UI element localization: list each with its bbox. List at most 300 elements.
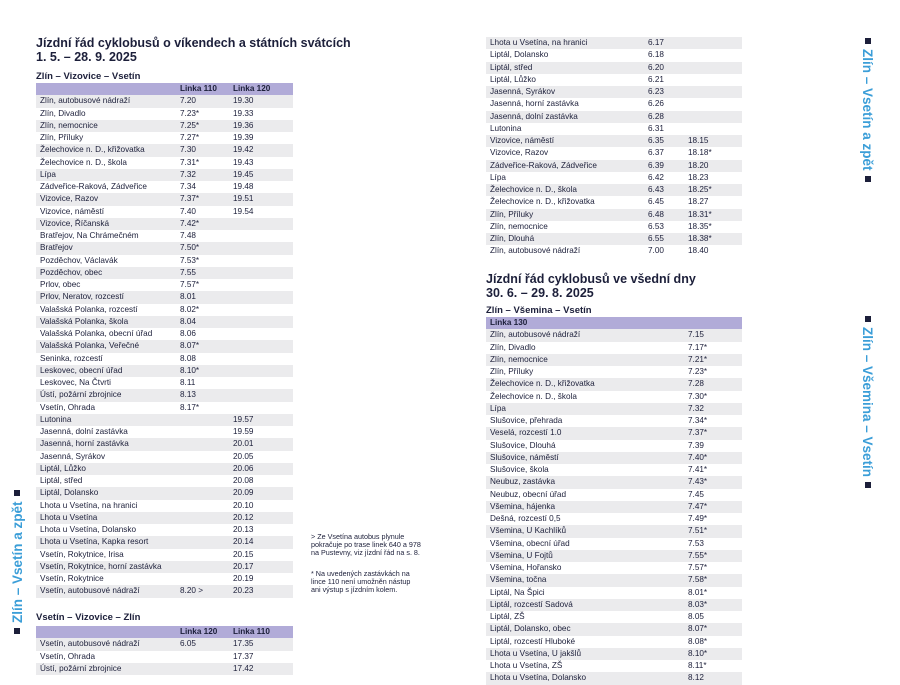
stop-name: Liptál, Lůžko xyxy=(486,74,644,86)
stop-name: Zlín, nemocnice xyxy=(36,120,176,132)
table-row xyxy=(486,562,742,574)
table-row xyxy=(36,426,293,438)
weekday-title xyxy=(486,272,696,300)
table-row xyxy=(486,636,742,648)
table-row xyxy=(486,342,742,354)
table-row xyxy=(36,132,293,144)
departure-time: 6.55 xyxy=(644,233,684,245)
table-row xyxy=(36,573,293,585)
departure-time: 19.36 xyxy=(229,120,293,132)
table-row xyxy=(486,648,742,660)
departure-time: 18.23 xyxy=(684,172,742,184)
square-marker-icon xyxy=(865,316,871,322)
header-stop xyxy=(36,626,176,638)
route-heading-zlin-vsemina: Zlín – Všemina – Vsetín xyxy=(486,305,592,316)
stop-name: Slušovice, přehrada xyxy=(486,415,684,427)
stop-name: Zlín, autobusové nádraží xyxy=(486,245,644,257)
departure-time: 18.40 xyxy=(684,245,742,257)
table-row xyxy=(36,651,293,663)
stop-name: Liptál, Dolansko, obec xyxy=(486,623,684,635)
table-row xyxy=(486,62,742,74)
stop-name: Všemina, U Kachlíků xyxy=(486,525,684,537)
table-row xyxy=(36,549,293,561)
table-row xyxy=(36,451,293,463)
departure-time: 7.21* xyxy=(684,354,742,366)
table-row xyxy=(486,378,742,390)
stop-name: Prlov, obec xyxy=(36,279,176,291)
departure-time: 19.30 xyxy=(229,95,293,107)
stop-name: Lhota u Vsetína, Dolansko xyxy=(486,672,684,684)
stop-name: Pozděchov, Václavák xyxy=(36,255,176,267)
departure-time: 7.58* xyxy=(684,574,742,586)
table-row xyxy=(486,599,742,611)
departure-time xyxy=(229,402,293,414)
timetable-zlin-vsemina xyxy=(486,317,742,685)
stop-name: Slušovice, náměstí xyxy=(486,452,684,464)
table-row xyxy=(36,328,293,340)
route-heading-zlin-vsetin: Zlín – Vizovice – Vsetín xyxy=(36,71,141,82)
table-row xyxy=(36,475,293,487)
stop-name: Lhota u Vsetína, ZŠ xyxy=(486,660,684,672)
departure-time: 18.20 xyxy=(684,160,742,172)
note-bike-restriction: * Na uvedených zastávkách na lince 110 není umožněn nástup ani výstup s jízdním kolem. xyxy=(311,569,411,595)
stop-name: Leskovec, obecní úřad xyxy=(36,365,176,377)
departure-time xyxy=(229,304,293,316)
table-row xyxy=(486,37,742,49)
departure-time: 8.07* xyxy=(684,623,742,635)
stop-name: Lhota u Vsetína xyxy=(36,512,176,524)
table-header xyxy=(486,317,742,329)
departure-time: 19.48 xyxy=(229,181,293,193)
stop-name: Lhota u Vsetína, Dolansko xyxy=(36,524,176,536)
table-row xyxy=(486,245,742,257)
stop-name: Zlín, Příluky xyxy=(486,209,644,221)
table-row xyxy=(486,574,742,586)
table-row xyxy=(486,391,742,403)
departure-time xyxy=(176,438,229,450)
departure-time: 6.31 xyxy=(644,123,684,135)
stop-name: Bratřejov xyxy=(36,242,176,254)
departure-time: 20.15 xyxy=(229,549,293,561)
departure-time: 8.17* xyxy=(176,402,229,414)
departure-time: 7.53* xyxy=(176,255,229,267)
table-row xyxy=(36,638,293,650)
table-row xyxy=(36,144,293,156)
stop-name: Lhota u Vsetína, na hranici xyxy=(486,37,644,49)
departure-time xyxy=(684,49,742,61)
table-row xyxy=(36,169,293,181)
departure-time xyxy=(176,426,229,438)
table-row xyxy=(36,377,293,389)
departure-time: 20.19 xyxy=(229,573,293,585)
departure-time: 20.06 xyxy=(229,463,293,475)
departure-time xyxy=(176,463,229,475)
table-row xyxy=(486,501,742,513)
square-marker-icon xyxy=(865,482,871,488)
table-row xyxy=(486,415,742,427)
table-row xyxy=(36,340,293,352)
stop-name: Liptál, střed xyxy=(486,62,644,74)
table-row xyxy=(486,196,742,208)
departure-time xyxy=(684,123,742,135)
departure-time: 6.26 xyxy=(644,98,684,110)
table-row xyxy=(36,108,293,120)
weekday-title-line1: Jízdní řád cyklobusů ve všední dny xyxy=(486,272,696,286)
table-row xyxy=(36,193,293,205)
stop-name: Valašská Polanka, rozcestí xyxy=(36,304,176,316)
departure-time: 20.17 xyxy=(229,561,293,573)
stop-name: Všemina, Hořansko xyxy=(486,562,684,574)
table-row xyxy=(486,160,742,172)
departure-time: 8.11* xyxy=(684,660,742,672)
departure-time: 7.42* xyxy=(176,218,229,230)
table-header xyxy=(36,626,293,638)
departure-time: 20.01 xyxy=(229,438,293,450)
departure-time: 7.31* xyxy=(176,157,229,169)
departure-time: 8.05 xyxy=(684,611,742,623)
stop-name: Lípa xyxy=(36,169,176,181)
table-row xyxy=(36,414,293,426)
stop-name: Valašská Polanka, obecní úřad xyxy=(36,328,176,340)
header-line-110: Linka 110 xyxy=(176,83,229,95)
stop-name: Vizovice, náměstí xyxy=(36,206,176,218)
departure-time: 8.08 xyxy=(176,353,229,365)
departure-time: 8.02* xyxy=(176,304,229,316)
stop-name: Všemina, obecní úřad xyxy=(486,538,684,550)
departure-time: 8.11 xyxy=(176,377,229,389)
stop-name: Vsetín, Rokytnice, Irisa xyxy=(36,549,176,561)
table-row xyxy=(486,172,742,184)
stop-name: Zlín, Příluky xyxy=(486,366,684,378)
departure-time xyxy=(176,451,229,463)
stop-name: Liptál, Na Špici xyxy=(486,587,684,599)
departure-time: 7.37* xyxy=(684,427,742,439)
departure-time: 20.14 xyxy=(229,536,293,548)
timetable-zlin-vsetin xyxy=(36,83,293,598)
departure-time xyxy=(176,500,229,512)
table-row xyxy=(36,500,293,512)
table-row xyxy=(486,366,742,378)
departure-time: 7.55 xyxy=(176,267,229,279)
stop-name: Valašská Polanka, Veřečné xyxy=(36,340,176,352)
departure-time xyxy=(176,663,229,675)
departure-time: 7.25* xyxy=(176,120,229,132)
table-row xyxy=(486,354,742,366)
departure-time: 7.00 xyxy=(644,245,684,257)
stop-name: Lhota u Vsetína, na hranici xyxy=(36,500,176,512)
stop-name: Liptál, ZŠ xyxy=(486,611,684,623)
departure-time xyxy=(229,242,293,254)
departure-time: 20.10 xyxy=(229,500,293,512)
table-row xyxy=(36,95,293,107)
table-row xyxy=(36,242,293,254)
departure-time: 6.21 xyxy=(644,74,684,86)
departure-time: 7.37* xyxy=(176,193,229,205)
departure-time: 6.37 xyxy=(644,147,684,159)
departure-time: 7.50* xyxy=(176,242,229,254)
table-row xyxy=(36,389,293,401)
stop-name: Zádveřice-Raková, Zádveřice xyxy=(36,181,176,193)
stop-name: Prlov, Neratov, rozcestí xyxy=(36,291,176,303)
header-stop xyxy=(36,83,176,95)
departure-time: 8.08* xyxy=(684,636,742,648)
table-row xyxy=(36,438,293,450)
side-label-right-top xyxy=(860,38,875,208)
departure-time: 7.32 xyxy=(684,403,742,415)
table-row xyxy=(36,536,293,548)
table-row xyxy=(486,147,742,159)
departure-time xyxy=(229,230,293,242)
stop-name: Zlín, Příluky xyxy=(36,132,176,144)
table-row xyxy=(486,440,742,452)
departure-time: 7.32 xyxy=(176,169,229,181)
departure-time: 7.17* xyxy=(684,342,742,354)
departure-time xyxy=(684,37,742,49)
stop-name: Zlín, nemocnice xyxy=(486,221,644,233)
departure-time: 20.08 xyxy=(229,475,293,487)
departure-time xyxy=(176,487,229,499)
table-row xyxy=(36,463,293,475)
stop-name: Želechovice n. D., škola xyxy=(36,157,176,169)
departure-time xyxy=(229,353,293,365)
departure-time: 8.01 xyxy=(176,291,229,303)
stop-name: Ústí, požární zbrojnice xyxy=(36,389,176,401)
departure-time xyxy=(684,111,742,123)
departure-time xyxy=(229,340,293,352)
departure-time: 6.53 xyxy=(644,221,684,233)
departure-time: 7.57* xyxy=(684,562,742,574)
departure-time: 18.18* xyxy=(684,147,742,159)
note-continuation: > Ze Vsetína autobus plynule pokračuje po trase linek 640 a 978 na Pustevny, viz jízdní řád na s. 8. xyxy=(311,532,421,558)
timetable-vsetin-zlin-continued xyxy=(486,37,742,258)
table-row xyxy=(36,353,293,365)
weekend-title-line1: Jízdní řád cyklobusů o víkendech a státních svátcích xyxy=(36,36,351,50)
departure-time: 8.12 xyxy=(684,672,742,684)
departure-time xyxy=(176,536,229,548)
table-row xyxy=(486,489,742,501)
stop-name: Neubuz, zastávka xyxy=(486,476,684,488)
departure-time xyxy=(176,524,229,536)
stop-name: Lhota u Vsetína, U jakšlů xyxy=(486,648,684,660)
weekend-title-line2: 1. 5. – 28. 9. 2025 xyxy=(36,50,137,64)
stop-name: Valašská Polanka, škola xyxy=(36,316,176,328)
stop-name: Všemina, U Fojtů xyxy=(486,550,684,562)
departure-time: 17.37 xyxy=(229,651,293,663)
stop-name: Jasenná, horní zastávka xyxy=(36,438,176,450)
square-marker-icon xyxy=(15,628,21,634)
departure-time: 6.48 xyxy=(644,209,684,221)
stop-name: Liptál, Lůžko xyxy=(36,463,176,475)
departure-time xyxy=(684,74,742,86)
table-header xyxy=(36,83,293,95)
stop-name: Veselá, rozcestí 1.0 xyxy=(486,427,684,439)
departure-time: 8.04 xyxy=(176,316,229,328)
departure-time: 7.15 xyxy=(684,329,742,341)
stop-name: Liptál, rozcestí Sadová xyxy=(486,599,684,611)
departure-time: 7.39 xyxy=(684,440,742,452)
stop-name: Dešná, rozcestí 0,5 xyxy=(486,513,684,525)
departure-time: 7.53 xyxy=(684,538,742,550)
departure-time: 19.54 xyxy=(229,206,293,218)
table-row xyxy=(36,663,293,675)
departure-time: 17.42 xyxy=(229,663,293,675)
departure-time: 20.09 xyxy=(229,487,293,499)
table-row xyxy=(486,123,742,135)
departure-time: 6.35 xyxy=(644,135,684,147)
header-line-120: Linka 120 xyxy=(229,83,293,95)
departure-time: 18.15 xyxy=(684,135,742,147)
stop-name: Zádveřice-Raková, Zádveřice xyxy=(486,160,644,172)
table-row xyxy=(486,86,742,98)
header-line-120: Linka 120 xyxy=(176,626,229,638)
side-label-text: Zlín – Vsetín a zpět xyxy=(860,49,875,171)
square-marker-icon xyxy=(865,38,871,44)
departure-time xyxy=(684,62,742,74)
stop-name: Vizovice, Říčanská xyxy=(36,218,176,230)
stop-name: Jasenná, dolní zastávka xyxy=(486,111,644,123)
departure-time xyxy=(229,279,293,291)
table-row xyxy=(486,660,742,672)
departure-time: 6.45 xyxy=(644,196,684,208)
stop-name: Liptál, Dolansko xyxy=(36,487,176,499)
table-row xyxy=(486,427,742,439)
departure-time: 7.30 xyxy=(176,144,229,156)
stop-name: Vizovice, náměstí xyxy=(486,135,644,147)
stop-name: Všemina, točna xyxy=(486,574,684,586)
departure-time: 18.27 xyxy=(684,196,742,208)
table-row xyxy=(36,267,293,279)
departure-time xyxy=(229,267,293,279)
stop-name: Zlín, Divadlo xyxy=(486,342,684,354)
route-heading-vsetin-zlin: Vsetín – Vizovice – Zlín xyxy=(36,612,141,623)
departure-time: 7.55* xyxy=(684,550,742,562)
departure-time: 6.20 xyxy=(644,62,684,74)
table-row xyxy=(486,111,742,123)
stop-name: Leskovec, Na Čtvrti xyxy=(36,377,176,389)
stop-name: Želechovice n. D., křižovatka xyxy=(486,196,644,208)
departure-time: 20.12 xyxy=(229,512,293,524)
table-row xyxy=(486,672,742,684)
stop-name: Lhota u Vsetína, Kapka resort xyxy=(36,536,176,548)
table-row xyxy=(486,452,742,464)
departure-time xyxy=(229,389,293,401)
departure-time: 7.20 xyxy=(176,95,229,107)
table-row xyxy=(486,476,742,488)
stop-name: Seninka, rozcestí xyxy=(36,353,176,365)
departure-time: 7.57* xyxy=(176,279,229,291)
stop-name: Zlín, Divadlo xyxy=(36,108,176,120)
departure-time: 19.33 xyxy=(229,108,293,120)
departure-time: 20.13 xyxy=(229,524,293,536)
departure-time: 7.23* xyxy=(684,366,742,378)
side-label-text: Zlín – Vsetín a zpět xyxy=(10,501,25,623)
table-row xyxy=(486,587,742,599)
departure-time: 8.10* xyxy=(684,648,742,660)
square-marker-icon xyxy=(15,490,21,496)
stop-name: Jasenná, Syrákov xyxy=(486,86,644,98)
departure-time: 7.47* xyxy=(684,501,742,513)
departure-time xyxy=(176,561,229,573)
table-row xyxy=(486,538,742,550)
departure-time xyxy=(229,377,293,389)
departure-time xyxy=(684,86,742,98)
table-row xyxy=(36,585,293,597)
stop-name: Zlín, autobusové nádraží xyxy=(36,95,176,107)
departure-time: 7.45 xyxy=(684,489,742,501)
table-row xyxy=(36,524,293,536)
departure-time: 19.59 xyxy=(229,426,293,438)
stop-name: Neubuz, obecní úřad xyxy=(486,489,684,501)
stop-name: Ústí, požární zbrojnice xyxy=(36,663,176,675)
side-label-left xyxy=(10,448,25,634)
departure-time: 7.30* xyxy=(684,391,742,403)
table-row xyxy=(36,120,293,132)
weekday-title-line2: 30. 6. – 29. 8. 2025 xyxy=(486,286,594,300)
departure-time: 8.07* xyxy=(176,340,229,352)
side-label-right-bottom xyxy=(860,316,875,514)
stop-name: Zlín, autobusové nádraží xyxy=(486,329,684,341)
stop-name: Jasenná, horní zastávka xyxy=(486,98,644,110)
table-row xyxy=(486,329,742,341)
departure-time: 19.51 xyxy=(229,193,293,205)
table-row xyxy=(36,157,293,169)
stop-name: Liptál, rozcestí Hluboké xyxy=(486,636,684,648)
departure-time: 18.25* xyxy=(684,184,742,196)
departure-time xyxy=(229,316,293,328)
stop-name: Liptál, Dolansko xyxy=(486,49,644,61)
stop-name: Lípa xyxy=(486,403,684,415)
departure-time: 8.10* xyxy=(176,365,229,377)
departure-time: 18.31* xyxy=(684,209,742,221)
stop-name: Vsetín, Rokytnice, horní zastávka xyxy=(36,561,176,573)
departure-time: 8.13 xyxy=(176,389,229,401)
departure-time: 6.23 xyxy=(644,86,684,98)
stop-name: Želechovice n. D., křižovatka xyxy=(486,378,684,390)
side-label-text: Zlín – Všemina – Vsetín xyxy=(860,327,875,478)
departure-time xyxy=(229,255,293,267)
table-row xyxy=(36,218,293,230)
stop-name: Bratřejov, Na Chrámečném xyxy=(36,230,176,242)
stop-name: Želechovice n. D., škola xyxy=(486,391,684,403)
stop-name: Zlín, Dlouhá xyxy=(486,233,644,245)
departure-time: 7.48 xyxy=(176,230,229,242)
departure-time: 8.01* xyxy=(684,587,742,599)
stop-name: Pozděchov, obec xyxy=(36,267,176,279)
table-row xyxy=(486,209,742,221)
departure-time: 20.05 xyxy=(229,451,293,463)
weekend-title xyxy=(36,36,351,64)
departure-time: 20.23 xyxy=(229,585,293,597)
departure-time xyxy=(229,328,293,340)
stop-name: Vsetín, Ohrada xyxy=(36,402,176,414)
departure-time: 19.42 xyxy=(229,144,293,156)
table-row xyxy=(36,181,293,193)
departure-time xyxy=(229,365,293,377)
departure-time: 7.49* xyxy=(684,513,742,525)
table-row xyxy=(36,561,293,573)
table-row xyxy=(486,233,742,245)
table-row xyxy=(36,365,293,377)
stop-name: Slušovice, Dlouhá xyxy=(486,440,684,452)
stop-name: Všemina, hájenka xyxy=(486,501,684,513)
departure-time: 6.17 xyxy=(644,37,684,49)
table-row xyxy=(36,279,293,291)
departure-time: 19.39 xyxy=(229,132,293,144)
departure-time xyxy=(176,651,229,663)
departure-time xyxy=(176,475,229,487)
departure-time: 19.57 xyxy=(229,414,293,426)
departure-time: 7.40* xyxy=(684,452,742,464)
